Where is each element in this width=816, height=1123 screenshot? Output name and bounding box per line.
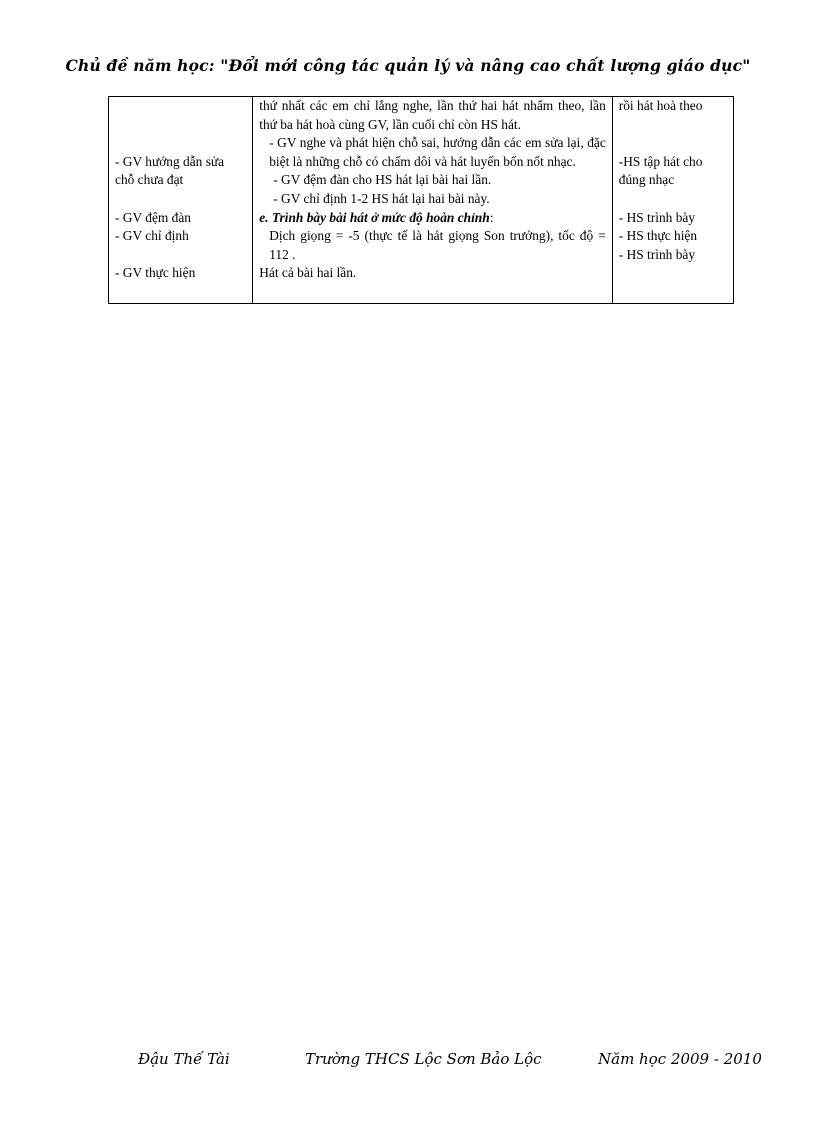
page-footer [0,1050,816,1072]
teacher-action-guide-fix: - GV hướng dẫn sửa chỗ chưa đạt [115,153,225,188]
teacher-activity-cell [109,97,253,304]
footer-author: Đậu Thế Tài [138,1050,230,1068]
teacher-action-accompany: - GV đệm đàn [115,209,191,225]
content-paragraph-listening: thứ nhất các em chỉ lắng nghe, lần thứ hai hát nhẩm theo, lần thứ ba hát hoà cùng GV, lần cuối chỉ còn HS hát. [259,98,606,132]
footer-school-year: Năm học 2009 - 2010 [598,1050,762,1068]
table-row [109,97,734,304]
content-cell [253,97,613,304]
content-subheading [259,209,606,228]
student-action-do: - HS thực hiện [618,228,698,244]
page-header-title: Chủ đề năm học: "Đổi mới công tác quản lý và nâng cao chất lượng giáo dục" [65,56,751,75]
subheading-text: e. Trình bày bài hát ở mức độ hoàn chỉnh [259,209,490,225]
teacher-action-assign: - GV chỉ định [115,228,189,244]
student-action-present-2: - HS trình bày [618,246,696,262]
subheading-colon: : [489,209,494,225]
content-paragraph-correction: - GV nghe và phát hiện chỗ sai, hướng dẫn các em sửa lại, đặc biệt là những chỗ có chấm dôi và hát luyến bốn nốt nhạc. [269,135,606,169]
content-paragraph-transpose: Dịch giọng = -5 (thực tế là hát giọng Son trưởng), tốc độ = 112 . [269,228,606,262]
footer-school: Trường THCS Lộc Sơn Bảo Lộc [305,1050,542,1068]
content-paragraph-accompany: - GV đệm đàn cho HS hát lại bài hai lần. [273,172,492,188]
content-paragraph-sing-twice: Hát cả bài hai lần. [259,265,357,281]
lesson-plan-table [108,96,734,304]
content-paragraph-assign: - GV chỉ định 1-2 HS hát lại hai bài này. [273,190,490,206]
teacher-action-perform: - GV thực hiện [115,265,196,281]
student-action-practice: -HS tập hát cho đúng nhạc [618,153,703,188]
student-action-present-1: - HS trình bày [618,209,696,225]
student-activity-cell [612,97,733,304]
student-action-sing-along: rồi hát hoà theo [618,98,703,113]
